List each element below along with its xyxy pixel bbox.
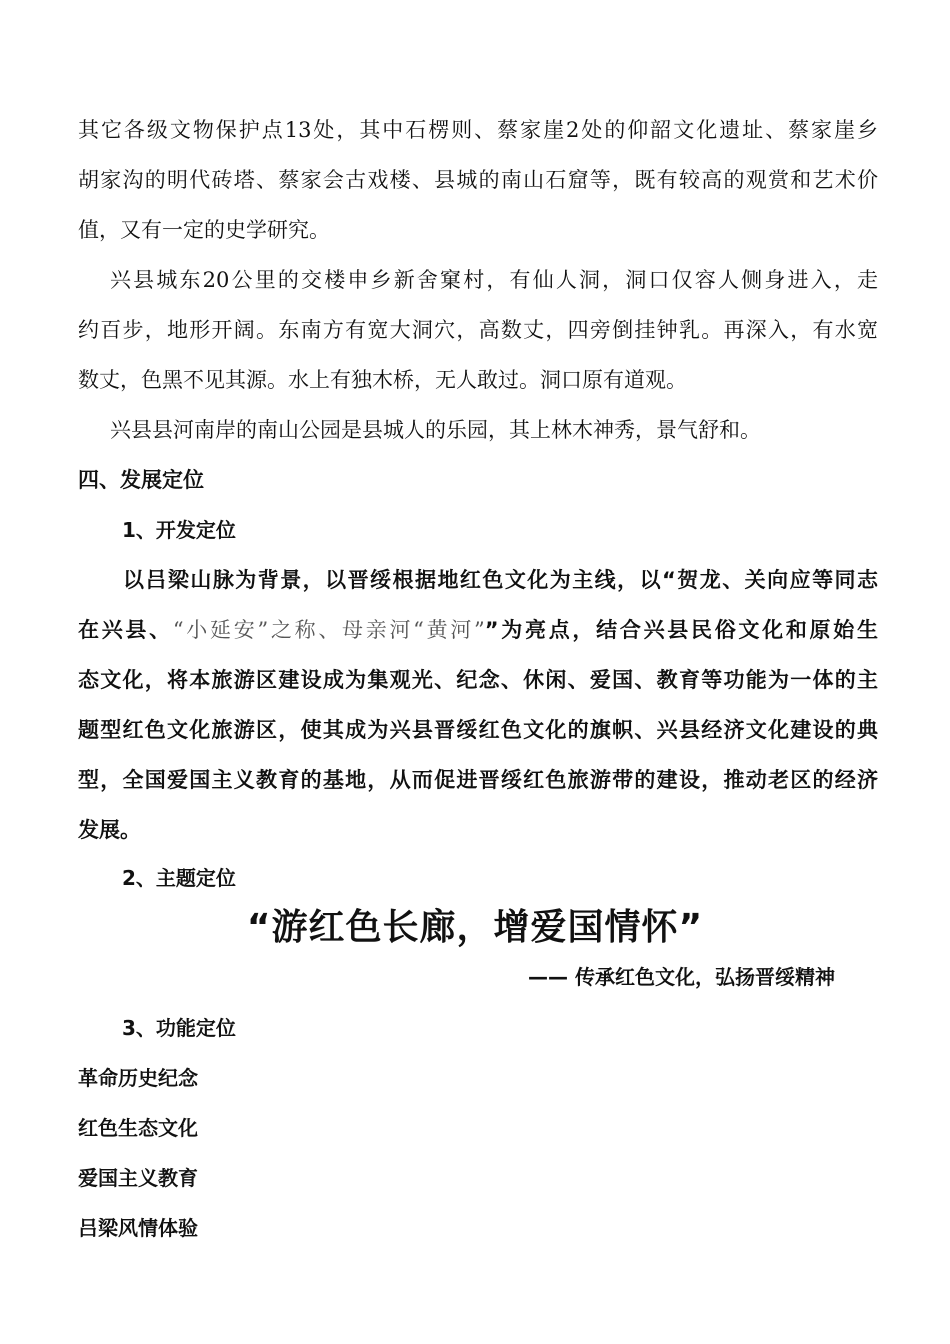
dev-line-2-part-a: 在兴县、 xyxy=(78,618,173,642)
dev-line-6: 发展。 xyxy=(78,818,141,842)
subheading-function: 3、功能定位 xyxy=(122,1016,236,1040)
para1-line-3: 值，又有一定的史学研究。 xyxy=(78,218,330,242)
function-item: 红色生态文化 xyxy=(78,1116,198,1140)
subheading-development: 1、开发定位 xyxy=(122,518,236,542)
para2-line-1: 兴县城东20公里的交楼申乡新舍窠村，有仙人洞，洞口仅容人侧身进入，走 xyxy=(110,268,878,292)
dev-line-3: 态文化，将本旅游区建设成为集观光、纪念、休闲、爱国、教育等功能为一体的主 xyxy=(78,668,878,692)
dev-line-4: 题型红色文化旅游区，使其成为兴县晋绥红色文化的旗帜、兴县经济文化建设的典 xyxy=(78,718,878,742)
dev-line-1: 以吕梁山脉为背景，以晋绥根据地红色文化为主线，以“贺龙、关向应等同志 xyxy=(123,568,878,592)
dev-line-2 xyxy=(78,616,878,644)
theme-slogan-subtitle: —— 传承红色文化，弘扬晋绥精神 xyxy=(528,965,835,989)
para1-line-1: 其它各级文物保护点13处，其中石楞则、蔡家崖2处的仰韶文化遗址、蔡家崖乡 xyxy=(78,118,878,142)
para2-line-3: 数丈，色黑不见其源。水上有独木桥，无人敢过。洞口原有道观。 xyxy=(78,368,687,392)
subheading-theme: 2、主题定位 xyxy=(122,866,236,890)
function-item: 吕梁风情体验 xyxy=(78,1216,198,1240)
dev-line-5: 型，全国爱国主义教育的基地，从而促进晋绥红色旅游带的建设，推动老区的经济 xyxy=(78,768,878,792)
function-item: 爱国主义教育 xyxy=(78,1166,198,1190)
para3-line: 兴县县河南岸的南山公园是县城人的乐园，其上林木神秀，景气舒和。 xyxy=(110,418,761,442)
para2-line-2: 约百步，地形开阔。东南方有宽大洞穴，高数丈，四旁倒挂钟乳。再深入，有水宽 xyxy=(78,318,878,342)
section-heading: 四、发展定位 xyxy=(78,468,204,492)
dev-line-2-part-c: ”为亮点，结合兴县民俗文化和原始生 xyxy=(484,618,878,642)
theme-slogan: “游红色长廊，增爱国情怀” xyxy=(246,907,704,948)
para1-line-2: 胡家沟的明代砖塔、蔡家会古戏楼、县城的南山石窟等，既有较高的观赏和艺术价 xyxy=(78,168,878,192)
function-item: 革命历史纪念 xyxy=(78,1066,198,1090)
dev-line-2-quote: “小延安”之称、母亲河“黄河” xyxy=(172,618,485,642)
